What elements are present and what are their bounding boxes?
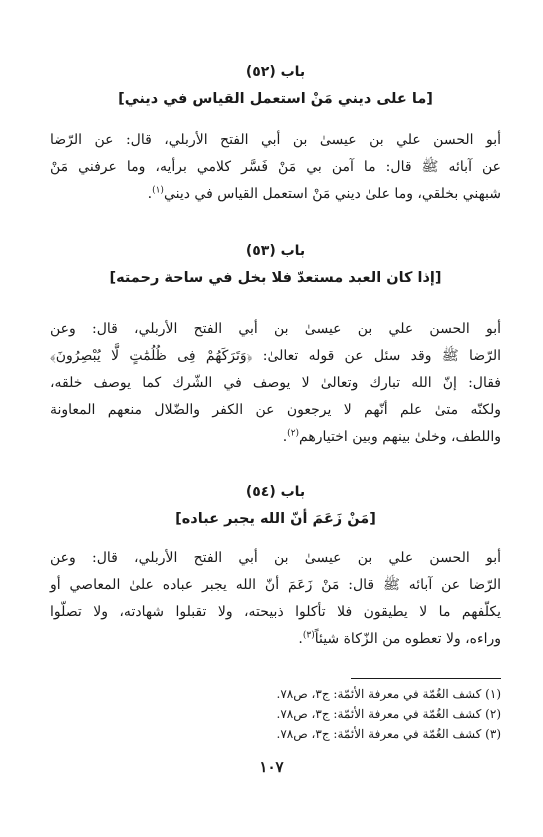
- section-subtitle: [ما على ديني مَنْ استعمل القياس في ديني]: [118, 91, 433, 107]
- text-line: عن آبائه ﷺ قال: ما آمن بي مَنْ فَسَّر كلامي برأيه، وما عرفني مَنْ: [50, 159, 501, 175]
- footnote-divider: [351, 678, 501, 679]
- page-number: ١٠٧: [259, 758, 284, 776]
- paragraph: [50, 127, 501, 208]
- text-line: أبو الحسن علي بن عيسىٰ بن أبي الفتح الأربلي، قال: وعن: [50, 321, 501, 337]
- footnote: (٢) كشف الغُمّة في معرفة الأئمّة: ج٣، ص٧٨.: [276, 707, 501, 721]
- text-line-content: واللطف، وخلىٰ بينهم وبين اختيارهم: [299, 429, 501, 445]
- text-line: أبو الحسن علي بن عيسىٰ بن أبي الفتح الأربلي، قال: وعن: [50, 550, 501, 566]
- section-52: [50, 62, 501, 110]
- text-line: يكلّفهم ما لا يطيقون فلا تأكلوا ذبيحته، ولا تقبلوا شهادته، ولا تصلّوا: [50, 604, 501, 620]
- section-53-body: [50, 316, 501, 451]
- text-line: الرّضا عن آبائه ﷺ قال: مَنْ زَعَمَ أنّ الله يجبر عباده علىٰ المعاصي أو: [50, 577, 501, 593]
- footnotes: [181, 684, 501, 744]
- text-line: فقال: إنّ الله تبارك وتعالىٰ لا يوصف في الشّرك كما يوصف خلقه،: [50, 375, 501, 391]
- section-subtitle: [مَنْ زَعَمَ أنّ الله يجبر عباده]: [175, 511, 376, 527]
- footnote-marker: (٢): [287, 428, 300, 439]
- text-line: شبهني بخلقي، وما علىٰ ديني مَنْ استعمل القياس في ديني$^{(١)}$.: [147, 185, 501, 202]
- section-54: [50, 482, 501, 530]
- section-title: باب (٥٢): [245, 64, 306, 80]
- text-line: ولكنّه متىٰ علم أنّهم لا يرجعون عن الكفر والضّلال منعهم المعاونة: [50, 402, 501, 418]
- section-subtitle: [إذا كان العبد مستعدّ فلا بخل في ساحة رحمته]: [109, 270, 442, 286]
- section-52-body: [50, 127, 501, 208]
- footnote: (٣) كشف الغُمّة في معرفة الأئمّة: ج٣، ص٧٨.: [276, 727, 501, 741]
- text-line-content: شبهني بخلقي، وما علىٰ ديني مَنْ استعمل القياس في ديني: [163, 186, 501, 202]
- section-53: [50, 241, 501, 289]
- section-54-body: [50, 545, 501, 653]
- text-line: أبو الحسن علي بن عيسىٰ بن أبي الفتح الأربلي، قال: عن الرّضا: [50, 132, 501, 148]
- footnote: (١) كشف الغُمّة في معرفة الأئمّة: ج٣، ص٧٨.: [276, 687, 501, 701]
- text-line: وراءه، ولا تعطوه من الزّكاة شيئاً$^{(٣)}$.: [298, 630, 501, 647]
- paragraph: [50, 545, 501, 653]
- footnote-marker: (١): [152, 185, 164, 196]
- section-title: باب (٥٤): [245, 484, 306, 500]
- text-line-content: وراءه، ولا تعطوه من الزّكاة شيئاً: [314, 631, 501, 647]
- section-title: باب (٥٣): [245, 243, 306, 259]
- text-line: واللطف، وخلىٰ بينهم وبين اختيارهم$^{(٢)}$.: [282, 428, 501, 445]
- text-line: الرّضا ﷺ وقد سئل عن قوله تعالىٰ: ﴿وَتَرَكَهُمْ فِى ظُلُمَٰتٍ لَّا يُبْصِرُونَ﴾: [50, 348, 501, 364]
- footnote-marker: (٣): [302, 630, 315, 641]
- paragraph: [50, 316, 501, 451]
